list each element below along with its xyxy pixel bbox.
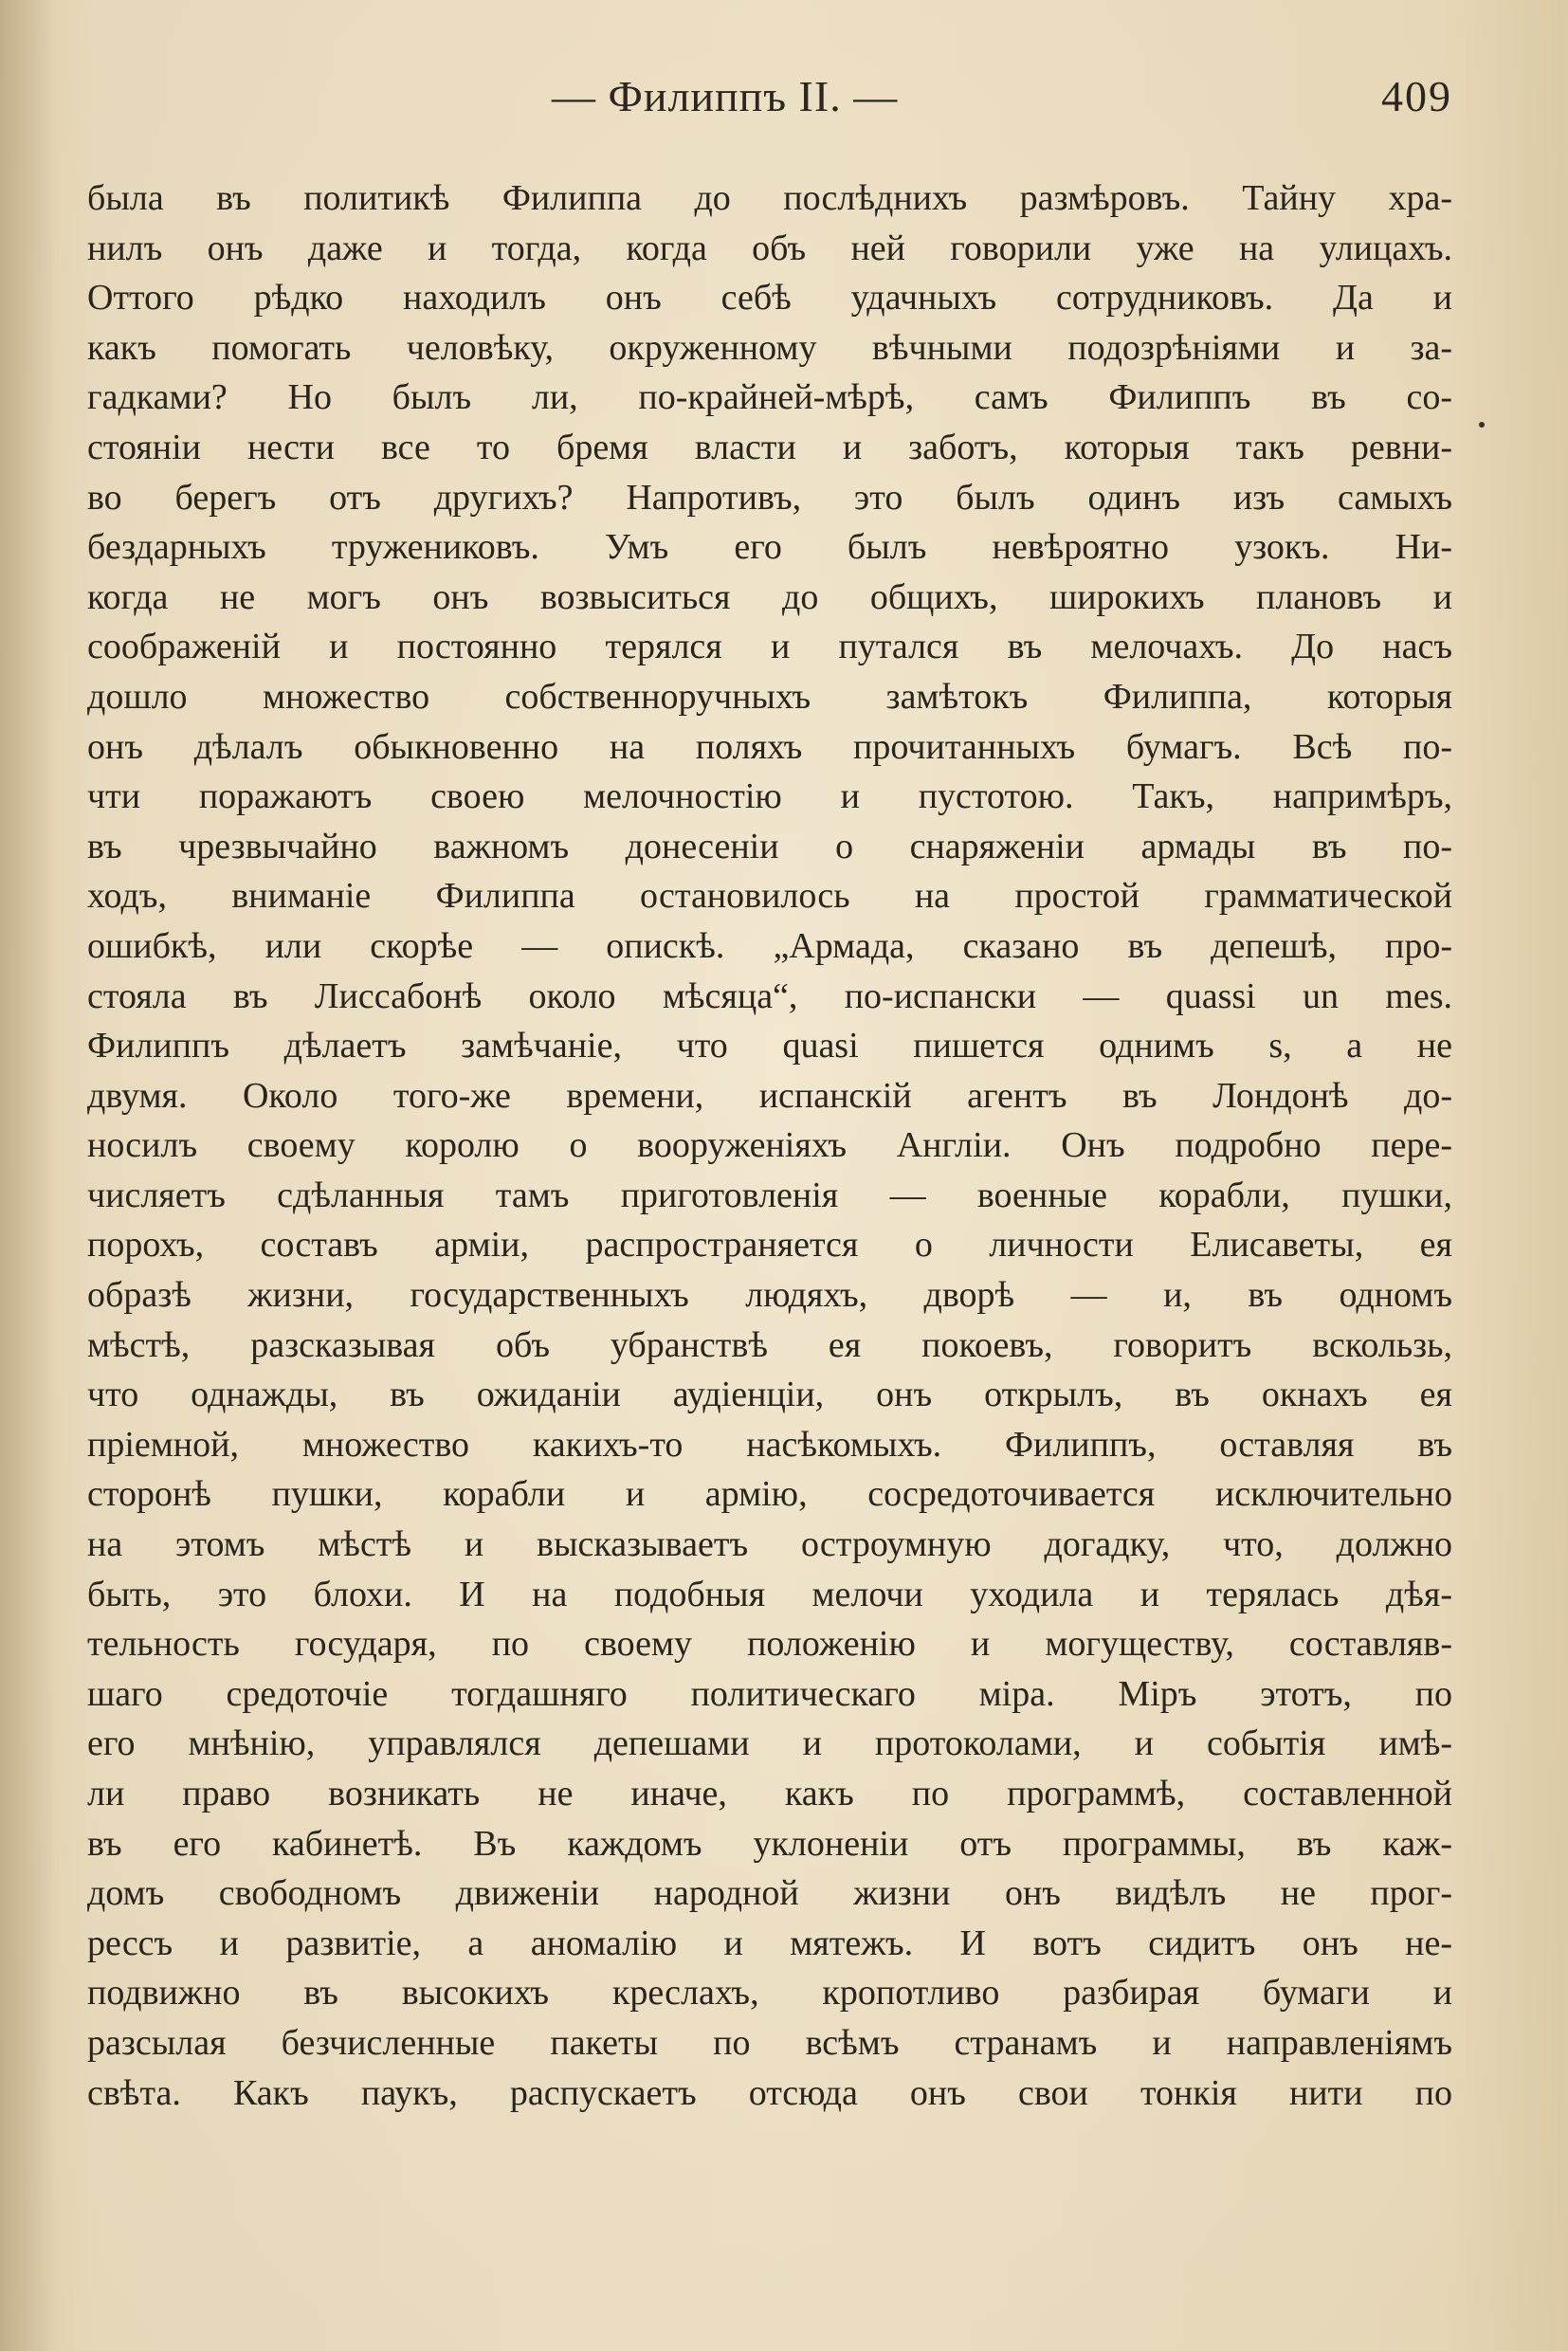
text-line: Филиппъ дѣлаетъ замѣчаніе, что quasi пишется однимъ s, а не (87, 1026, 1452, 1066)
text-line: свѣта. Какъ паукъ, распускаетъ отсюда онъ свои тонкія нити по (87, 2072, 1452, 2113)
text-line: пріемной, множество какихъ-то насѣкомыхъ. Филиппъ, оставляя въ (87, 1424, 1452, 1465)
text-line: тельность государя, по своему положенію и могуществу, составляв- (87, 1624, 1452, 1665)
text-line: что однажды, въ ожиданіи аудіенціи, онъ открылъ, въ окнахъ ея (87, 1375, 1452, 1415)
text-line: разсылая безчисленные пакеты по всѣмъ странамъ и направленіямъ (87, 2022, 1452, 2063)
text-line: стояніи нести все то бремя власти и заботъ, которыя такъ ревни- (87, 427, 1452, 467)
ink-speck (1479, 422, 1485, 428)
text-line: была въ политикѣ Филиппа до послѣднихъ размѣровъ. Тайну хра- (87, 178, 1452, 218)
text-line: на этомъ мѣстѣ и высказываетъ остроумную догадку, что, должно (87, 1524, 1452, 1565)
text-line: носилъ своему королю о вооруженіяхъ Англіи. Онъ подробно пере- (87, 1125, 1452, 1166)
text-line: Оттого рѣдко находилъ онъ себѣ удачныхъ сотрудниковъ. Да и (87, 278, 1452, 319)
text-line: ли право возникать не иначе, какъ по программѣ, составленной (87, 1774, 1452, 1813)
text-line: чти поражаютъ своею мелочностію и пустотою. Такъ, напримѣръ, (87, 776, 1452, 817)
text-line: рессъ и развитіе, а аномалію и мятежъ. И вотъ сидитъ онъ не- (87, 1923, 1452, 1963)
text-line: шаго средоточіе тогдашняго политическаго міра. Міръ этотъ, по (87, 1673, 1452, 1714)
text-line: числяетъ сдѣланныя тамъ приготовленія — военные корабли, пушки, (87, 1175, 1452, 1215)
text-line: во берегъ отъ другихъ? Напротивъ, это былъ одинъ изъ самыхъ (87, 477, 1452, 518)
text-line: стояла въ Лиссабонѣ около мѣсяца“, по-испански — quassi un mes. (87, 975, 1452, 1016)
text-line: нилъ онъ даже и тогда, когда объ ней говорили уже на улицахъ. (87, 228, 1452, 268)
text-line: двумя. Около того-же времени, испанскій агентъ въ Лондонѣ до- (87, 1075, 1452, 1116)
text-line: быть, это блохи. И на подобныя мелочи уходила и терялась дѣя- (87, 1574, 1452, 1614)
text-line: дошло множество собственноручныхъ замѣтокъ Филиппа, которыя (87, 676, 1452, 717)
running-head: — Филиппъ II. — (552, 72, 899, 120)
text-line: какъ помогать человѣку, окруженному вѣчными подозрѣніями и за- (87, 327, 1452, 368)
text-line: образѣ жизни, государственныхъ людяхъ, дворѣ — и, въ одномъ (87, 1275, 1452, 1316)
text-line: подвижно въ высокихъ креслахъ, кропотливо разбирая бумаги и (87, 1973, 1452, 2014)
body-text (87, 173, 1452, 2118)
text-line: домъ свободномъ движеніи народной жизни онъ видѣлъ не прог- (87, 1873, 1452, 1914)
spine-shadow (0, 0, 57, 2351)
text-line: гадками? Но былъ ли, по-крайней-мѣрѣ, самъ Филиппъ въ со- (87, 377, 1452, 418)
text-line: въ чрезвычайно важномъ донесеніи о снаряженіи армады въ по- (87, 826, 1452, 866)
text-line: ошибкѣ, или скорѣе — опискѣ. „Армада, сказано въ депешѣ, про- (87, 925, 1452, 966)
text-line: мѣстѣ, разсказывая объ убранствѣ ея покоевъ, говоритъ вскользь, (87, 1324, 1452, 1365)
page-number: 409 (1381, 72, 1452, 120)
text-line: онъ дѣлалъ обыкновенно на поляхъ прочитанныхъ бумагъ. Всѣ по- (87, 726, 1452, 767)
text-line: бездарныхъ тружениковъ. Умъ его былъ невѣроятно узокъ. Ни- (87, 527, 1452, 568)
page-header (87, 68, 1452, 125)
text-line: ходъ, вниманіе Филиппа остановилось на простой грамматической (87, 876, 1452, 917)
text-line: порохъ, составъ арміи, распространяется о личности Елисаветы, ея (87, 1225, 1452, 1266)
text-line: его мнѣнію, управлялся депешами и протоколами, и событія имѣ- (87, 1723, 1452, 1764)
text-line: сторонѣ пушки, корабли и армію, сосредоточивается исключительно (87, 1474, 1452, 1515)
text-line: соображеній и постоянно терялся и путался въ мелочахъ. До насъ (87, 627, 1452, 667)
text-line: когда не могъ онъ возвыситься до общихъ, широкихъ плановъ и (87, 576, 1452, 617)
text-line: въ его кабинетѣ. Въ каждомъ уклоненіи отъ программы, въ каж- (87, 1823, 1452, 1864)
